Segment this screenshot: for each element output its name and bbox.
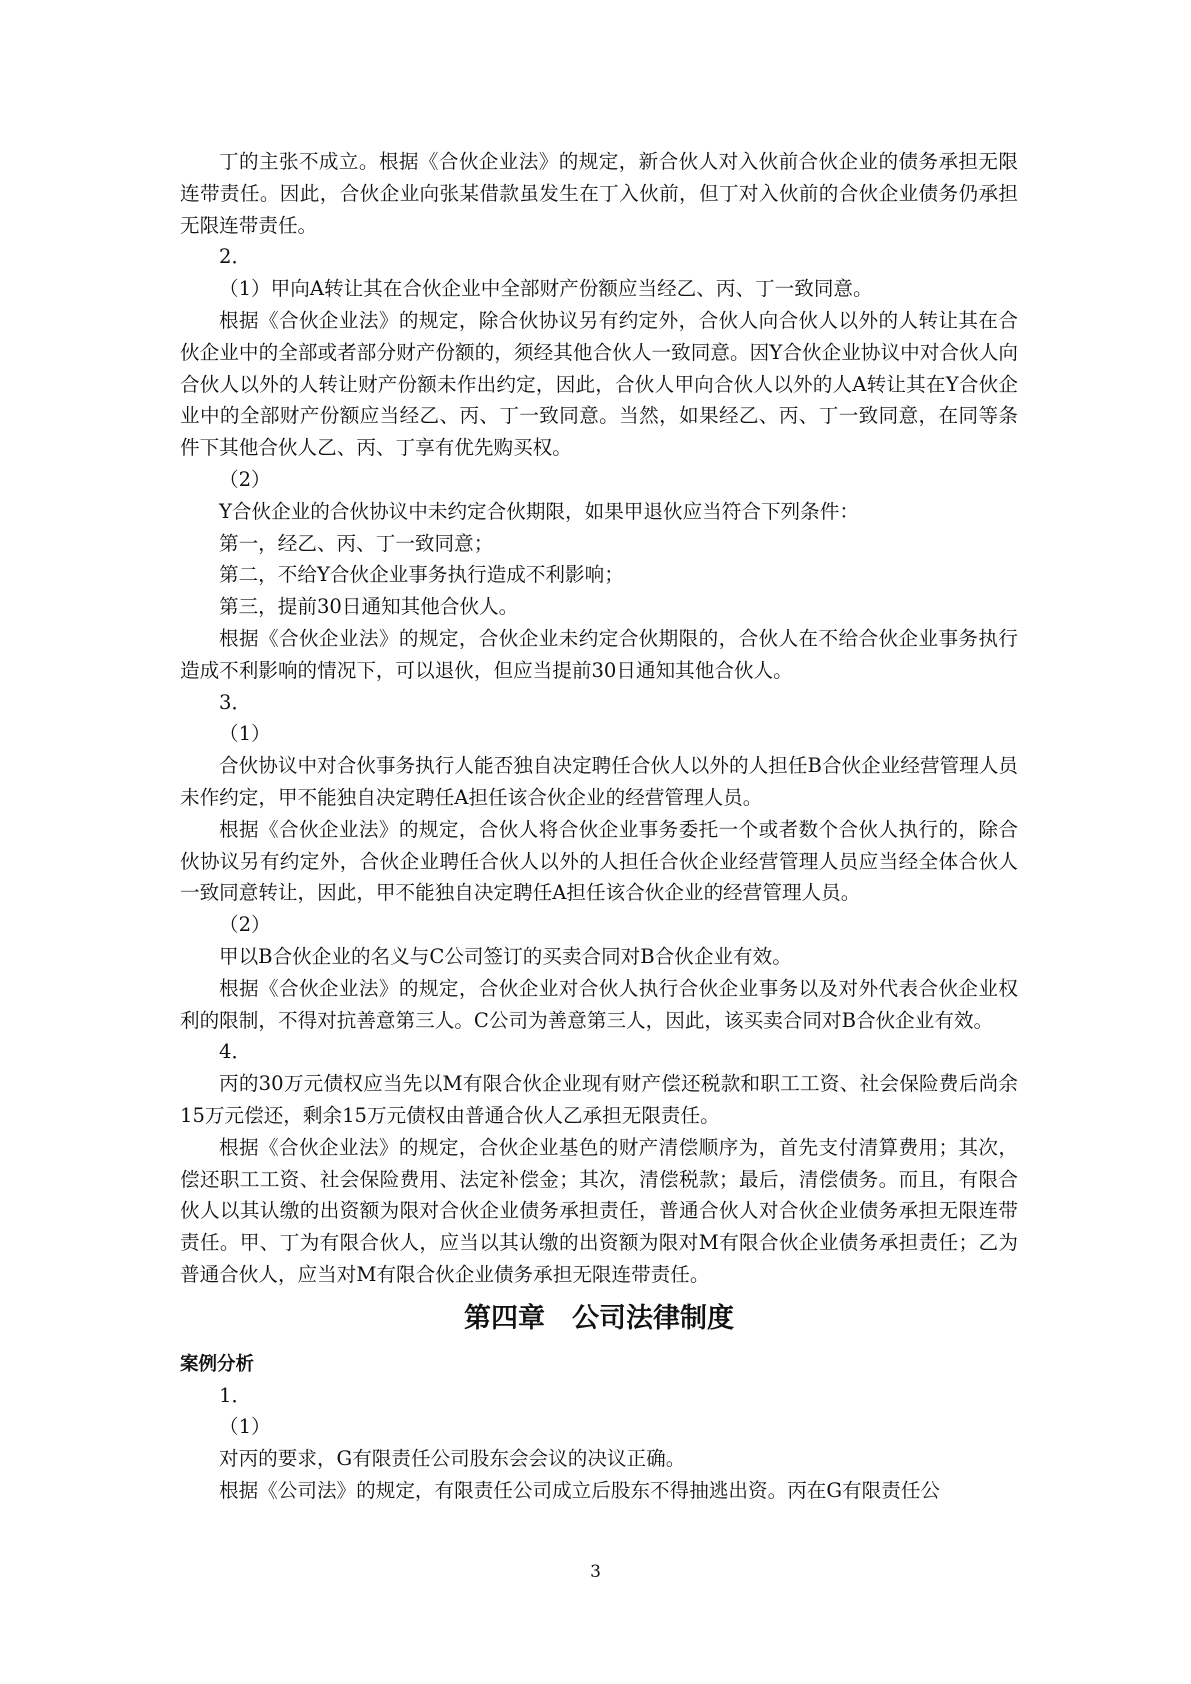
paragraph: 丙的30万元债权应当先以M有限合伙企业现有财产偿还税款和职工工资、社会保险费后尚余15万元偿还，剩余15万元债权由普通合伙人乙承担无限责任。 [180,1072,1018,1127]
paragraph: 根据《公司法》的规定，有限责任公司成立后股东不得抽逃出资。丙在G有限责任公 [219,1479,941,1503]
section-heading: 案例分析 [180,1353,255,1375]
paragraph: 甲以B合伙企业的名义与C公司签订的买卖合同对B合伙企业有效。 [219,944,792,968]
paragraph: 根据《合伙企业法》的规定，合伙人将合伙企业事务委托一个或者数个合伙人执行的，除合伙协议另有约定外，合伙企业聘任合伙人以外的人担任合伙企业经营管理人员应当经全体合伙人一致同意转让，因此，甲不能独自决定聘任A担任该合伙企业的经营管理人员。 [180,817,1018,905]
paragraph: 根据《合伙企业法》的规定，合伙企业基色的财产清偿顺序为，首先支付清算费用；其次，偿还职工工资、社会保险费用、法定补偿金；其次，清偿税款；最后，清偿债务。而且，有限合伙人以其认缴的出资额为限对合伙企业债务承担责任，普通合伙人对合伙企业债务承担无限连带责任。甲、丁为有限合伙人，应当以其认缴的出资额为限对M有限合伙企业债务承担责任；乙为普通合伙人，应当对M有限合伙企业债务承担无限连带责任。 [180,1135,1018,1286]
paragraph: 丁的主张不成立。根据《合伙企业法》的规定，新合伙人对入伙前合伙企业的债务承担无限连带责任。因此，合伙企业向张某借款虽发生在丁入伙前，但丁对入伙前的合伙企业债务仍承担无限连带责任。 [180,150,1018,237]
page-number: 3 [590,1562,601,1582]
paragraph: 第二，不给Y合伙企业事务执行造成不利影响； [219,563,624,587]
paragraph: （1）甲向A转让其在合伙企业中全部财产份额应当经乙、丙、丁一致同意。 [219,277,873,301]
chapter-title: 第四章 公司法律制度 [464,1302,734,1334]
sub-item-number: （1） [219,722,271,746]
paragraph: 根据《合伙企业法》的规定，合伙企业对合伙人执行合伙企业事务以及对外代表合伙企业权利的限制，不得对抗善意第三人。C公司为善意第三人，因此，该买卖合同对B合伙企业有效。 [180,976,1018,1032]
paragraph: 对丙的要求，G有限责任公司股东会会议的决议正确。 [219,1447,686,1471]
sub-item-number: （1） [219,1415,271,1439]
paragraph: 根据《合伙企业法》的规定，除合伙协议另有约定外，合伙人向合伙人以外的人转让其在合伙企业中的全部或者部分财产份额的，须经其他合伙人一致同意。因Y合伙企业协议中对合伙人向合伙人以外的人转让财产份额未作出约定，因此，合伙人甲向合伙人以外的人A转让其在Y合伙企业中的全部财产份额应当经乙、丙、丁一致同意。当然，如果经乙、丙、丁一致同意，在同等条件下其他合伙人乙、丙、丁享有优先购买权。 [180,308,1018,460]
sub-item-number: （2） [219,467,271,491]
page-body [180,146,1018,1507]
sub-item-number: （2） [219,913,271,937]
paragraph: 根据《合伙企业法》的规定，合伙企业未约定合伙期限的，合伙人在不给合伙企业事务执行造成不利影响的情况下，可以退伙，但应当提前30日通知其他合伙人。 [180,626,1018,682]
item-number: 2． [219,245,252,269]
paragraph: Y合伙企业的合伙协议中未约定合伙期限，如果甲退伙应当符合下列条件： [219,499,859,523]
item-number: 3． [219,690,252,714]
item-number: 1． [219,1383,252,1407]
paragraph: 第三，提前30日通知其他合伙人。 [219,595,519,619]
item-number: 4． [219,1040,252,1064]
paragraph: 第一，经乙、丙、丁一致同意； [219,531,494,555]
paragraph: 合伙协议中对合伙事务执行人能否独自决定聘任合伙人以外的人担任B合伙企业经营管理人员未作约定，甲不能独自决定聘任A担任该合伙企业的经营管理人员。 [180,754,1018,809]
